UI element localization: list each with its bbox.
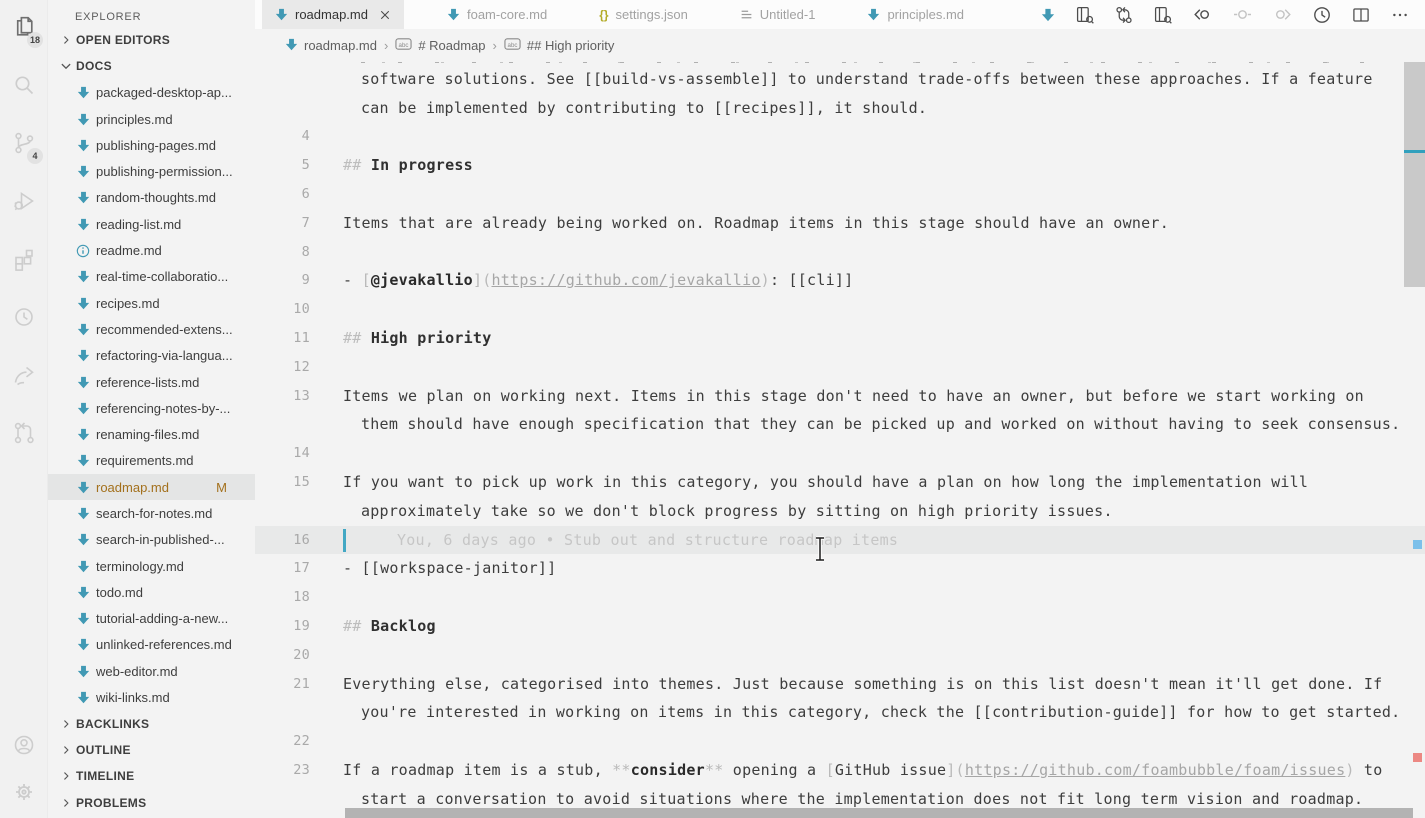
- tree-item-label: publishing-pages.md: [96, 137, 216, 153]
- markdown-icon: [74, 218, 92, 231]
- tab-roadmap-md[interactable]: [262, 0, 404, 29]
- code-text: **: [704, 760, 724, 779]
- tree-item-label: web-editor.md: [96, 663, 178, 679]
- chevron-right-icon: [58, 34, 74, 46]
- abc-symbol-icon: [504, 37, 521, 54]
- line-number[interactable]: 9: [301, 272, 310, 289]
- code-text: can be implemented by contributing to [[recipes]], it should.: [361, 98, 928, 117]
- code-text: -: [343, 271, 362, 290]
- code-text: **: [612, 760, 631, 779]
- code-text: opening a: [723, 760, 826, 779]
- gear-icon: [12, 780, 36, 809]
- activity-settings-button[interactable]: [0, 771, 48, 818]
- line-number[interactable]: 17: [293, 560, 310, 577]
- line-number[interactable]: 10: [293, 301, 310, 318]
- code-text: to: [1354, 760, 1383, 779]
- tree-item-label: tutorial-adding-a-new...: [96, 611, 229, 627]
- tab-settings-json[interactable]: [586, 0, 701, 29]
- line-content[interactable]: [343, 439, 1425, 468]
- breadcrumb-separator: ›: [383, 38, 389, 53]
- code-text: them should have enough specification that they can be picked up and worked on without having to seek consensus.: [361, 415, 1401, 434]
- line-number[interactable]: 23: [293, 761, 310, 778]
- tree-item-label: unlinked-references.md: [96, 637, 232, 653]
- svg-text:abc: abc: [398, 41, 409, 49]
- line-number[interactable]: 19: [293, 617, 310, 634]
- tree-item-tutorial-adding-a-new---[interactable]: [48, 606, 255, 632]
- breadcrumb-symbol[interactable]: [395, 37, 485, 54]
- code-text: approximately take so we don't block progress by sitting on high priority issues.: [361, 501, 1113, 520]
- tree-item-label: requirements.md: [96, 453, 194, 469]
- section-label: DOCS: [76, 59, 112, 74]
- markdown-icon: [447, 8, 460, 21]
- tree-item-renaming-files-md[interactable]: [48, 421, 255, 447]
- line-number[interactable]: [255, 94, 343, 123]
- markdown-icon: [74, 191, 92, 204]
- line-content[interactable]: [343, 151, 1425, 180]
- tab-label: settings.json: [615, 7, 688, 22]
- activity-bar-top: [0, 0, 47, 464]
- sidebar-title: EXPLORER: [75, 11, 142, 23]
- line-content[interactable]: [343, 266, 1425, 295]
- file-history-icon[interactable]: [1313, 6, 1331, 24]
- tree-item-recipes-md[interactable]: [48, 290, 255, 316]
- line-content[interactable]: [343, 497, 1425, 526]
- line-content[interactable]: [343, 353, 1425, 382]
- chevron-right-icon: [58, 718, 74, 730]
- code-text: [: [361, 271, 371, 290]
- line-number[interactable]: [255, 65, 343, 94]
- tree-item-recommended-extens---[interactable]: [48, 316, 255, 342]
- sidebar-bottom-sections: [48, 711, 255, 816]
- tab-label: Untitled-1: [759, 7, 816, 22]
- activity-extensions-button[interactable]: [0, 232, 48, 290]
- markdown-icon: [74, 113, 92, 126]
- tree-item-label: renaming-files.md: [96, 427, 200, 443]
- tree-item-label: refactoring-via-langua...: [96, 348, 233, 364]
- activity-explorer-button[interactable]: [0, 0, 48, 58]
- git-blame-annotation: You, 6 days ago • Stub out and structure roadmap items: [397, 530, 899, 549]
- editor-group: [255, 0, 1425, 818]
- section-label: TIMELINE: [76, 769, 135, 784]
- activity-share-button[interactable]: [0, 348, 48, 406]
- code-text: consider: [630, 760, 705, 779]
- code-line: [255, 670, 1425, 699]
- markdown-icon: [74, 560, 92, 573]
- tree-item-roadmap-md[interactable]: [48, 474, 255, 500]
- clipped-text-row: [361, 62, 1366, 63]
- markdown-icon: [74, 612, 92, 625]
- markdown-icon: [74, 665, 92, 678]
- code-line: [255, 698, 1425, 727]
- chevron-right-icon: [58, 797, 74, 809]
- info-icon: [74, 244, 92, 258]
- line-content[interactable]: [343, 238, 1425, 267]
- tree-item-label: reading-list.md: [96, 216, 182, 232]
- code-text: ): [760, 271, 770, 290]
- line-number[interactable]: 5: [301, 157, 310, 174]
- tree-item-label: terminology.md: [96, 558, 184, 574]
- previous-connection-icon[interactable]: [1193, 6, 1212, 23]
- tree-item-terminology-md[interactable]: [48, 553, 255, 579]
- section-backlinks[interactable]: [48, 711, 255, 737]
- line-content[interactable]: [343, 324, 1425, 353]
- mouse-ibeam-cursor: [813, 536, 827, 562]
- code-lines: [255, 62, 1425, 814]
- code-line: [255, 526, 1425, 555]
- code-line: [255, 756, 1425, 785]
- section-label: OUTLINE: [76, 743, 131, 758]
- chevron-right-icon: [58, 744, 74, 756]
- markdown-icon: [74, 165, 92, 178]
- line-number[interactable]: 18: [293, 589, 310, 606]
- tree-item-publishing-permission---[interactable]: [48, 158, 255, 184]
- code-line: [255, 65, 1425, 94]
- open-preview-icon[interactable]: [1154, 6, 1172, 24]
- tree-item-publishing-pages-md[interactable]: [48, 132, 255, 158]
- line-content[interactable]: [343, 65, 1425, 94]
- overview-ruler-error-mark: [1413, 753, 1422, 762]
- tab-foam-core-md[interactable]: [434, 0, 560, 29]
- tree-item-referencing-notes-by----[interactable]: [48, 395, 255, 421]
- code-line: [255, 238, 1425, 267]
- tree-item-label: random-thoughts.md: [96, 190, 216, 206]
- breadcrumb-separator: ›: [492, 38, 497, 53]
- markdown-icon: [74, 349, 92, 362]
- code-text: Items that are already being worked on. Roadmap items in this stage should have an owner.: [343, 213, 1169, 232]
- line-content[interactable]: [343, 410, 1425, 439]
- code-text: GitHub issue: [834, 760, 947, 779]
- line-number[interactable]: [255, 785, 343, 814]
- tab-label: principles.md: [887, 7, 965, 22]
- code-text: If you want to pick up work in this category, you should have a plan on how long the implementation will: [343, 472, 1309, 491]
- extensions-icon: [12, 247, 36, 276]
- code-text: In progress: [370, 156, 473, 175]
- code-line: [255, 122, 1425, 151]
- code-line: [255, 410, 1425, 439]
- abc-symbol-icon: [395, 37, 412, 54]
- code-line: [255, 554, 1425, 583]
- code-text: Backlog: [370, 616, 436, 635]
- tree-item-search-for-notes-md[interactable]: [48, 500, 255, 526]
- markdown-icon: [74, 86, 92, 99]
- tree-item-search-in-published----[interactable]: [48, 527, 255, 553]
- section-problems[interactable]: [48, 790, 255, 816]
- tree-item-label: principles.md: [96, 111, 173, 127]
- line-number[interactable]: 22: [293, 733, 310, 750]
- code-text: Everything else, categorised into themes. Just because something is on this list doesn't mean it'll get done. If: [343, 674, 1383, 693]
- line-number[interactable]: 20: [293, 646, 310, 663]
- section-label: PROBLEMS: [76, 795, 147, 810]
- code-text: ](: [946, 760, 965, 779]
- line-number[interactable]: 6: [301, 185, 310, 202]
- line-number[interactable]: 12: [293, 358, 310, 375]
- markdown-icon: [74, 586, 92, 599]
- breadcrumb-file-label: roadmap.md: [304, 38, 377, 53]
- markdown-icon: [74, 402, 92, 415]
- tree-item-label: publishing-permission...: [96, 164, 233, 180]
- svg-text:abc: abc: [507, 41, 518, 49]
- breadcrumb-symbol-label: ## High priority: [526, 38, 615, 53]
- markdown-icon: [74, 323, 92, 336]
- section-label: OPEN EDITORS: [76, 33, 171, 48]
- activity-badge: 18: [27, 32, 43, 48]
- tree-item-label: readme.md: [96, 243, 162, 259]
- connections-icon[interactable]: [1233, 6, 1252, 23]
- tree-item-unlinked-references-md[interactable]: [48, 632, 255, 658]
- markdown-icon: [285, 38, 298, 54]
- file-tree: [48, 80, 255, 711]
- line-content[interactable]: [343, 612, 1425, 641]
- code-text: @jevakallio: [370, 271, 473, 290]
- tree-item-label: reference-lists.md: [96, 374, 200, 390]
- tree-item-reference-lists-md[interactable]: [48, 369, 255, 395]
- activity-pull-requests-button[interactable]: [0, 406, 48, 464]
- tree-item-label: referencing-notes-by-...: [96, 400, 231, 416]
- activity-bar: [0, 0, 48, 818]
- line-number[interactable]: 8: [301, 243, 310, 260]
- pull-request-icon: [12, 421, 36, 450]
- markdown-icon: [74, 454, 92, 467]
- code-text: If a roadmap item is a stub,: [343, 760, 613, 779]
- tree-item-label: wiki-links.md: [96, 690, 170, 706]
- line-number[interactable]: 16: [293, 531, 310, 548]
- tree-item-readme-md[interactable]: [48, 237, 255, 263]
- line-content[interactable]: [343, 554, 1425, 583]
- code-line: [255, 295, 1425, 324]
- markdown-icon: [74, 691, 92, 704]
- markdown-icon: [74, 297, 92, 310]
- line-content[interactable]: [343, 756, 1425, 785]
- code-line: [255, 439, 1425, 468]
- tree-item-web-editor-md[interactable]: [48, 658, 255, 684]
- markdown-icon: [74, 139, 92, 152]
- tree-item-label: packaged-desktop-ap...: [96, 85, 232, 101]
- markdown-icon: [867, 8, 880, 21]
- code-text: [: [825, 760, 835, 779]
- breadcrumb-file[interactable]: [285, 38, 377, 54]
- line-number[interactable]: 21: [293, 675, 310, 692]
- code-line: [255, 353, 1425, 382]
- code-text: ](: [472, 271, 492, 290]
- tree-item-packaged-desktop-ap---[interactable]: [48, 80, 255, 106]
- tree-item-label: roadmap.md: [96, 479, 169, 495]
- code-text: ##: [343, 156, 371, 175]
- section-timeline[interactable]: [48, 763, 255, 789]
- code-line: [255, 468, 1425, 497]
- code-text: ): [1345, 760, 1355, 779]
- markdown-icon: [74, 428, 92, 441]
- code-text: you're interested in working on items in this category, check the [[contribution-guide]] for how to get started.: [361, 703, 1401, 722]
- list-icon: [740, 8, 753, 21]
- markdown-icon: [275, 8, 288, 21]
- code-line: [255, 497, 1425, 526]
- code-text: High priority: [370, 328, 492, 347]
- tree-item-principles-md[interactable]: [48, 106, 255, 132]
- code-text: : [[cli]]: [769, 271, 854, 290]
- next-connection-icon[interactable]: [1273, 6, 1292, 23]
- code-line: [255, 209, 1425, 238]
- line-content[interactable]: [343, 670, 1425, 699]
- tree-item-label: recipes.md: [96, 295, 160, 311]
- compare-changes-icon[interactable]: [1115, 6, 1133, 24]
- tree-item-reading-list-md[interactable]: [48, 211, 255, 237]
- activity-search-button[interactable]: [0, 58, 48, 116]
- line-content[interactable]: [343, 295, 1425, 324]
- tree-item-label: real-time-collaboratio...: [96, 269, 229, 285]
- explorer-sidebar: [48, 0, 255, 818]
- line-content[interactable]: [343, 382, 1425, 411]
- line-content[interactable]: [343, 641, 1425, 670]
- search-icon: [12, 73, 36, 102]
- tree-item-requirements-md[interactable]: [48, 448, 255, 474]
- line-content[interactable]: [343, 122, 1425, 151]
- line-number[interactable]: [255, 698, 343, 727]
- code-text: software solutions. See [[build-vs-assemble]] to understand trade-offs between these approaches. If a feature: [361, 69, 1373, 88]
- line-number[interactable]: 13: [293, 387, 310, 404]
- open-preview-to-side-icon[interactable]: [1076, 6, 1094, 24]
- code-line: [255, 727, 1425, 756]
- tab-label: roadmap.md: [295, 7, 368, 22]
- markdown-icon: [74, 507, 92, 520]
- line-number[interactable]: [255, 410, 343, 439]
- clock-icon: [12, 305, 36, 334]
- line-number[interactable]: 4: [301, 128, 310, 145]
- line-content[interactable]: [343, 180, 1425, 209]
- section-docs[interactable]: [48, 53, 255, 79]
- code-line: [255, 641, 1425, 670]
- code-text: ##: [343, 328, 371, 347]
- overview-ruler-cursor-mark: [1413, 540, 1422, 549]
- tree-item-wiki-links-md[interactable]: [48, 684, 255, 710]
- line-content[interactable]: [343, 727, 1425, 756]
- code-line: [255, 151, 1425, 180]
- tab-principles-md[interactable]: [854, 0, 977, 29]
- text-cursor: [343, 529, 346, 552]
- line-number[interactable]: 7: [301, 214, 310, 231]
- line-content[interactable]: [343, 468, 1425, 497]
- line-number[interactable]: 11: [293, 329, 310, 346]
- tab-label: foam-core.md: [466, 7, 548, 22]
- breadcrumb-symbol[interactable]: [504, 37, 614, 54]
- horizontal-scrollbar[interactable]: [345, 808, 1413, 818]
- activity-run-and-debug-button[interactable]: [0, 174, 48, 232]
- section-label: BACKLINKS: [76, 716, 150, 731]
- vertical-scrollbar[interactable]: [1404, 62, 1425, 287]
- code-editor[interactable]: [255, 62, 1425, 818]
- activity-account-button[interactable]: [0, 724, 48, 771]
- code-line: [255, 583, 1425, 612]
- tree-item-real-time-collaboratio---[interactable]: [48, 264, 255, 290]
- code-text: ##: [343, 616, 371, 635]
- git-modified-badge: M: [216, 479, 227, 495]
- tree-item-label: todo.md: [96, 584, 143, 600]
- more-actions-icon[interactable]: [1391, 6, 1409, 24]
- line-number[interactable]: [255, 497, 343, 526]
- share-icon: [12, 363, 36, 392]
- foam-icon[interactable]: [1041, 8, 1055, 22]
- markdown-icon: [74, 638, 92, 651]
- tree-item-todo-md[interactable]: [48, 579, 255, 605]
- editor-toolbar: [1041, 0, 1425, 29]
- code-text: start a conversation to avoid situations where the implementation does not fit long term vision and roadmap.: [361, 789, 1364, 808]
- account-icon: [12, 733, 36, 762]
- tab-Untitled-1[interactable]: [727, 0, 829, 29]
- line-content[interactable]: [343, 526, 1425, 555]
- code-line: [255, 180, 1425, 209]
- activity-badge: 4: [27, 148, 43, 164]
- link-url: https://github.com/jevakallio: [491, 271, 761, 290]
- code-line: [255, 324, 1425, 353]
- activity-source-control-button[interactable]: [0, 116, 48, 174]
- code-line: [255, 612, 1425, 641]
- tree-item-label: search-in-published-...: [96, 532, 225, 548]
- link-url: https://github.com/foambubble/foam/issues: [964, 760, 1346, 779]
- breadcrumb-symbol-label: # Roadmap: [418, 38, 486, 53]
- tree-item-refactoring-via-langua---[interactable]: [48, 343, 255, 369]
- tree-item-label: search-for-notes.md: [96, 505, 213, 521]
- overview-ruler-mark-teal: [1404, 150, 1425, 153]
- chevron-right-icon: [58, 770, 74, 782]
- debug-icon: [12, 189, 36, 218]
- markdown-icon: [74, 533, 92, 546]
- tree-item-label: recommended-extens...: [96, 321, 233, 337]
- markdown-icon: [74, 376, 92, 389]
- code-line: [255, 382, 1425, 411]
- breadcrumb: [255, 29, 1425, 62]
- markdown-icon: [74, 270, 92, 283]
- line-content[interactable]: [343, 698, 1425, 727]
- line-number[interactable]: 14: [293, 445, 310, 462]
- json-icon: {}: [599, 7, 609, 22]
- activity-timeline-button[interactable]: [0, 290, 48, 348]
- line-content[interactable]: [343, 583, 1425, 612]
- tree-item-random-thoughts-md[interactable]: [48, 185, 255, 211]
- line-content[interactable]: [343, 209, 1425, 238]
- markdown-icon: [74, 481, 92, 494]
- code-text: Items we plan on working next. Items in this stage don't need to have an owner, but before we start working on: [343, 386, 1364, 405]
- split-editor-icon[interactable]: [1352, 6, 1370, 24]
- line-number[interactable]: 15: [293, 473, 310, 490]
- line-content[interactable]: [343, 94, 1425, 123]
- section-open-editors[interactable]: [48, 27, 255, 53]
- code-text: - [[workspace-janitor]]: [343, 559, 557, 578]
- code-line: [255, 94, 1425, 123]
- chevron-down-icon: [58, 60, 74, 72]
- close-icon[interactable]: [379, 9, 391, 21]
- section-outline[interactable]: [48, 737, 255, 763]
- code-line: [255, 266, 1425, 295]
- activity-bar-bottom: [0, 724, 48, 818]
